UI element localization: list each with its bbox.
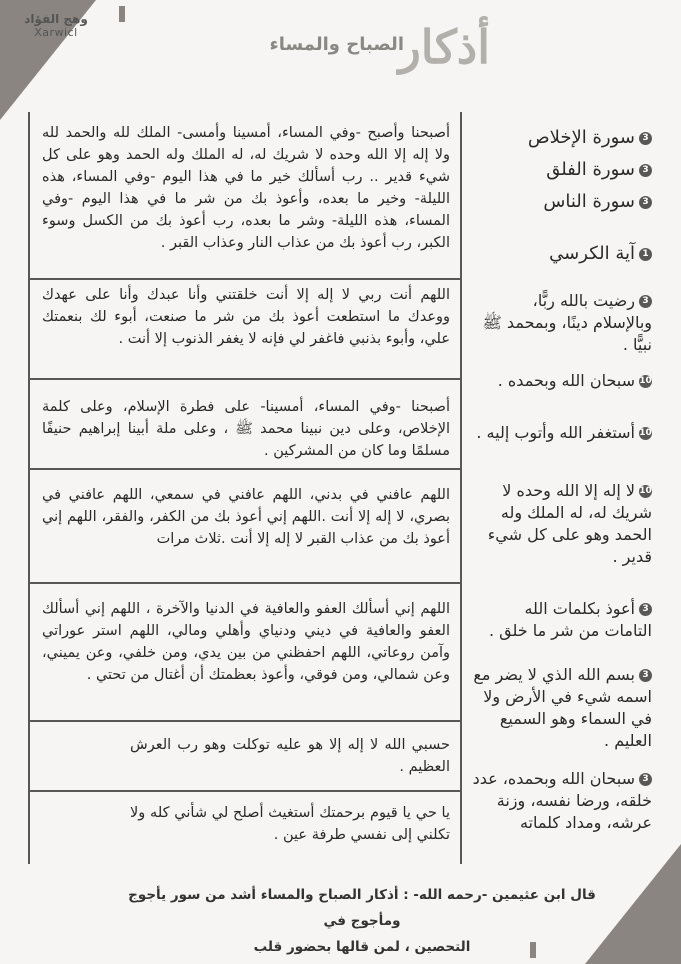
count-badge: 3	[639, 196, 652, 209]
main-item-fitra: أصبحنا -وفي المساء، أمسينا- على فطرة الإسلام، وعلى كلمة الإخلاص، وعلى دين نبينا محمد ﷺ ، وعلى ملة أبينا إبراهيم حنيفًا مسلمًا وما كان من المشركين .	[30, 396, 462, 470]
side-item-falaq	[472, 156, 652, 183]
main-item-afini: اللهم عافني في بدني، اللهم عافني في سمعي، اللهم عافني في بصري، لا إله إلا أنت .اللهم إني أعوذ بك من الكفر، والفقر، اللهم إني أعوذ بك من عذاب القبر لا إله إلا أنت .ثلاث مرات	[30, 484, 462, 584]
side-item-text: سبحان الله وبحمده .	[497, 371, 635, 390]
count-badge: 3	[639, 132, 652, 145]
side-item-nas	[472, 188, 652, 215]
side-item-tahlil	[472, 480, 652, 568]
side-item-text: رضيت بالله ربًّا، وبالإسلام دينًا، وبمحمد ﷺ نبيًّا .	[482, 291, 652, 354]
side-item-text: سورة الإخلاص	[527, 127, 635, 148]
main-item-afw: اللهم إني أسألك العفو والعافية في الدنيا والآخرة ، اللهم إني أسألك العفو والعافية في ديني ودنياي وأهلي ومالي، اللهم استر عوراتي وآمن روعاتي، اللهم احفظني من بين يدي، ومن خلفي، وعن يميني، وعن شمالي، ومن فوقي، وأعوذ بعظمتك أن أغتال من تحتي .	[30, 598, 462, 722]
count-badge: 1	[639, 248, 652, 261]
title-main: أذكار	[398, 20, 490, 74]
watermark-handle: Xarwicl	[34, 26, 78, 39]
side-item-text: سورة الفلق	[546, 159, 635, 180]
side-item-kursi	[472, 240, 652, 267]
corner-mark-top	[119, 6, 125, 22]
side-item-text: سورة الناس	[543, 191, 635, 212]
count-badge: 10	[639, 486, 652, 496]
main-item-ya-hayy: يا حي يا قيوم برحمتك أستغيث أصلح لي شأني كله ولا تكلني إلى نفسي طرفة عين .	[130, 805, 450, 843]
title-sub: الصباح والمساء	[269, 34, 404, 55]
side-item-kalimat	[472, 598, 652, 642]
long-dhikr-list	[28, 112, 462, 864]
side-item-ikhlas	[472, 124, 652, 151]
side-item-text: آية الكرسي	[549, 243, 635, 264]
side-item-text: أعوذ بكلمات الله التامات من شر ما خلق .	[488, 599, 652, 640]
count-badge: 3	[639, 669, 652, 682]
count-badge: 10	[639, 376, 652, 386]
side-item-istighfar	[472, 422, 652, 444]
main-item-sayyid-istighfar: اللهم أنت ربي لا إله إلا أنت خلقتني وأنا عبدك وأنا على عهدك ووعدك ما استطعت أعوذ بك من شر ما صنعت، أبوء لك بنعمتك علي، وأبوء بذنبي فاغفر لي فإنه لا يغفر الذنوب إلا أنت .	[30, 284, 462, 380]
count-badge: 3	[639, 295, 652, 308]
footer-line-2: التحصين ، لمن قالها بحضور قلب	[253, 939, 471, 955]
count-badge: 3	[639, 773, 652, 786]
count-badge: 3	[639, 164, 652, 177]
page-title	[200, 22, 490, 82]
main-item-hasbiyallah: حسبي الله لا إله إلا هو عليه توكلت وهو رب العرش العظيم .	[30, 734, 462, 792]
footer-line-1: قال ابن عثيمين -رحمه الله- : أذكار الصباح والمساء أشد من سور يأجوج ومأجوج في	[128, 887, 596, 929]
side-item-raditu	[472, 290, 652, 356]
watermark	[16, 12, 96, 39]
footer-quote	[112, 882, 612, 960]
count-badge: 3	[639, 603, 652, 616]
side-item-text: سبحان الله وبحمده، عدد خلقه، ورضا نفسه، وزنة عرشه، ومداد كلماته	[472, 769, 652, 832]
side-item-subhanallah	[472, 370, 652, 392]
side-item-tasbih	[472, 768, 652, 834]
count-badge: 10	[639, 428, 652, 438]
watermark-name: وهج الفؤاد	[24, 12, 88, 26]
side-item-bismillah	[472, 664, 652, 752]
side-item-text: لا إله إلا الله وحده لا شريك له، له الملك وله الحمد وهو على كل شيء قدير .	[487, 481, 652, 566]
side-item-text: أستغفر الله وأتوب إليه .	[476, 423, 635, 442]
main-item-asbahna: أصبحنا وأصبح -وفي المساء، أمسينا وأمسى- الملك لله والحمد لله ولا إله إلا الله وحده لا شريك له، له الملك وله الحمد وهو على كل شيء قدير .. رب أسألك خير ما في هذا اليوم -وفي المساء، هذه الليلة- وخير ما بعده، وأعوذ بك من شر ما في هذا اليوم -وفي المساء، هذه الليلة- وشر ما بعده، رب أعوذ بك من الكسل وسوء الكبر، رب أعوذ بك من عذاب النار وعذاب القبر .	[30, 122, 462, 280]
side-item-text: بسم الله الذي لا يضر مع اسمه شيء في الأرض ولا في السماء وهو السميع العليم .	[473, 665, 652, 750]
